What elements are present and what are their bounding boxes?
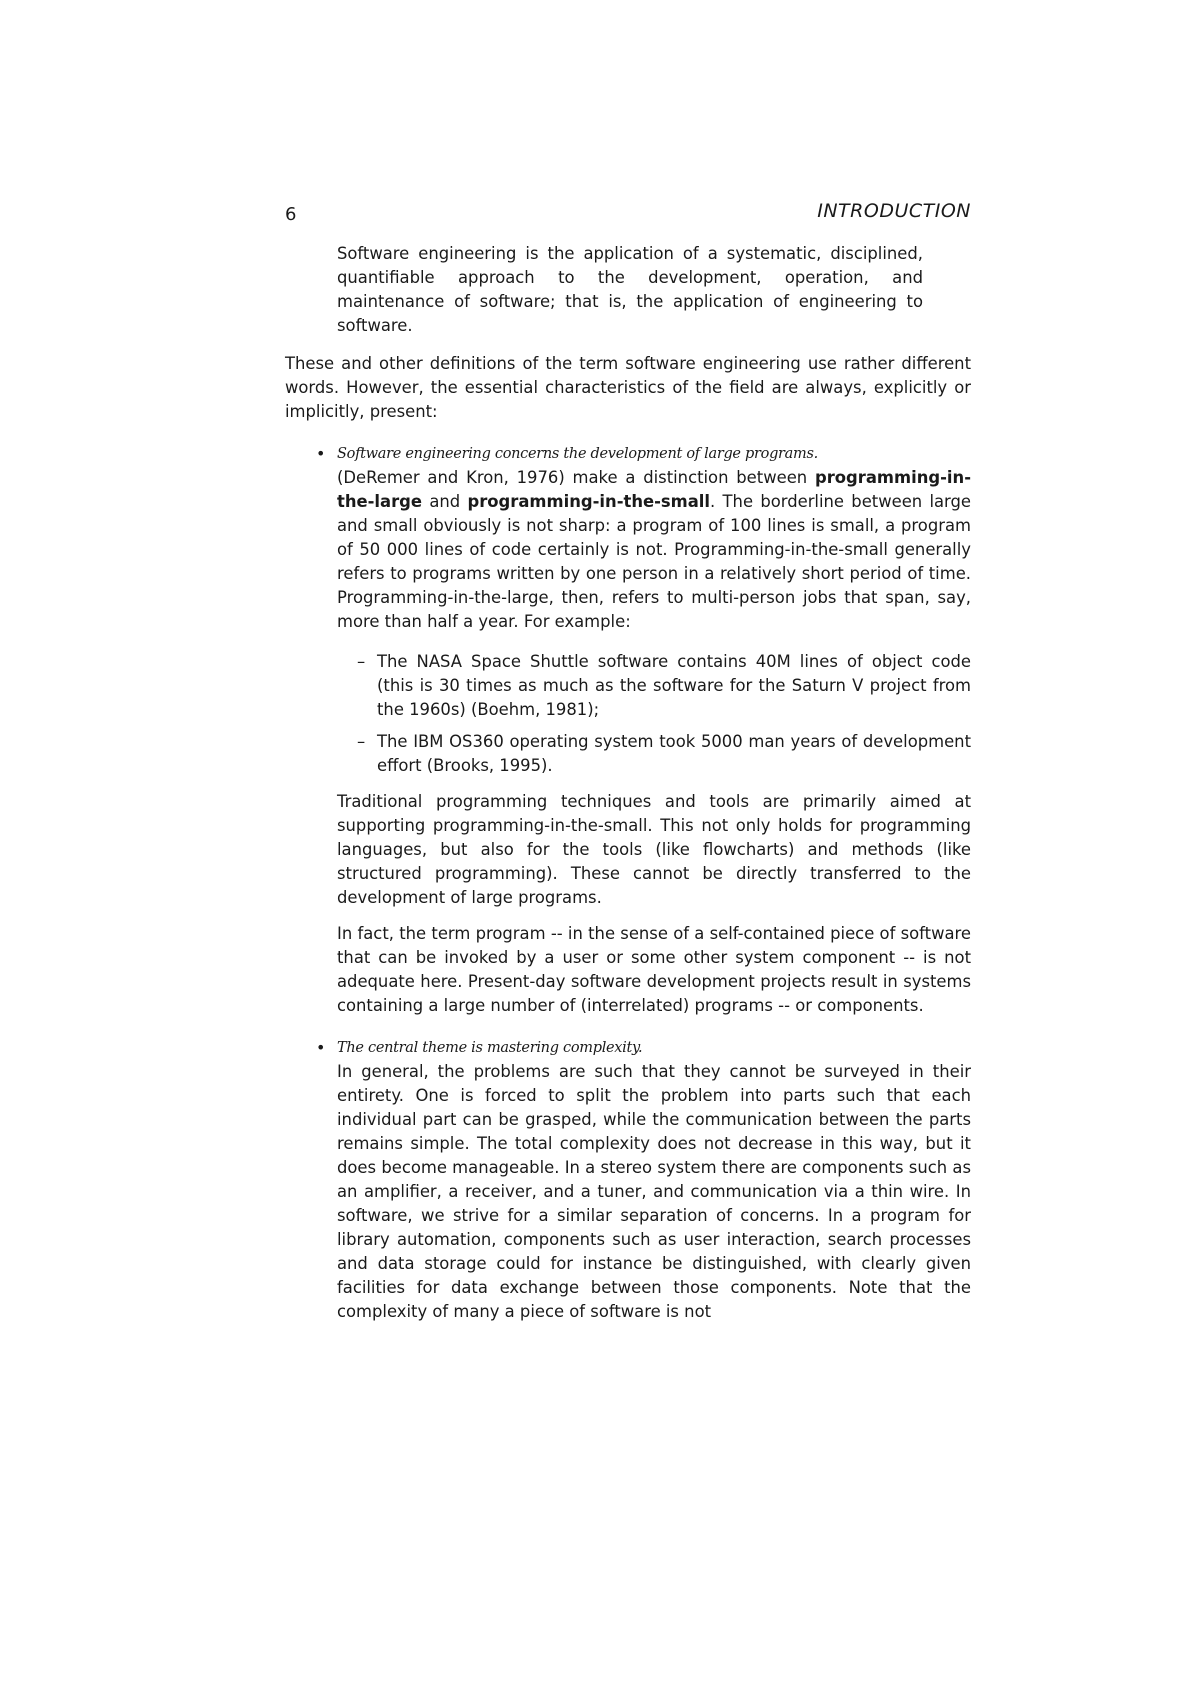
examples-list <box>337 650 971 778</box>
example-text: The NASA Space Shuttle software contains 40M lines of object code (this is 30 times as much as the software for the Saturn V project from the 1960s) (Boehm, 1981); <box>377 652 971 719</box>
bullet-icon: • <box>316 1038 326 1057</box>
page-number: 6 <box>285 204 297 225</box>
list-item <box>285 1036 971 1324</box>
bullet-icon: • <box>316 444 326 463</box>
bullet-heading: Software engineering concerns the development of large programs. <box>337 446 818 462</box>
characteristics-list <box>285 442 971 1324</box>
list-item <box>337 650 971 722</box>
dash-icon: – <box>357 652 366 671</box>
intro-paragraph: These and other definitions of the term software engineering use rather different words. However, the essential characteristics of the field are always, explicitly or implicitly, present: <box>285 354 971 421</box>
running-title: INTRODUCTION <box>817 200 971 222</box>
list-item <box>285 442 971 1018</box>
term-programming-in-the-large: programming-in-the-large <box>337 468 971 511</box>
list-item <box>337 730 971 778</box>
term-programming-in-the-small: programming-in-the-small <box>467 492 711 511</box>
dash-icon: – <box>357 732 366 751</box>
example-text: The IBM OS360 operating system took 5000 man years of development effort (Brooks, 1995). <box>377 732 971 775</box>
bullet-paragraph: In fact, the term program -- in the sense of a self-contained piece of software that can be invoked by a user or some other system component -- is not adequate here. Present-day software development projects result in systems containing a large number of (interrelated) programs -- or components. <box>337 924 971 1015</box>
bullet-body: (DeRemer and Kron, 1976) make a distinction between programming-in-the-large and programming-in-the-small. The borderline between large and small obviously is not sharp: a program of 100 lines is small, a program of 50 000 lines of code certainly is not. Programming-in-the-small generally refers to programs written by one person in a relatively short period of time. Programming-in-the-large, then, refers to multi-person jobs that span, say, more than half a year. For example: <box>337 468 971 631</box>
book-page <box>285 200 971 1342</box>
bullet-heading: The central theme is mastering complexity. <box>337 1040 643 1056</box>
definition-quote: Software engineering is the application of a systematic, disciplined, quantifiable approach to the development, operation, and maintenance of software; that is, the application of engineering to software. <box>337 244 923 335</box>
bullet-paragraph: Traditional programming techniques and tools are primarily aimed at supporting programming-in-the-small. This not only holds for programming languages, but also for the tools (like flowcharts) and methods (like structured programming). These cannot be directly transferred to the development of large programs. <box>337 792 971 907</box>
bullet-body: In general, the problems are such that they cannot be surveyed in their entirety. One is forced to split the problem into parts such that each individual part can be grasped, while the communication between the parts remains simple. The total complexity does not decrease in this way, but it does become manageable. In a stereo system there are components such as an amplifier, a receiver, and a tuner, and communication via a thin wire. In software, we strive for a similar separation of concerns. In a program for library automation, components such as user interaction, search processes and data storage could for instance be distinguished, with clearly given facilities for data exchange between those components. Note that the complexity of many a piece of software is not <box>337 1062 971 1321</box>
running-head <box>285 200 971 230</box>
